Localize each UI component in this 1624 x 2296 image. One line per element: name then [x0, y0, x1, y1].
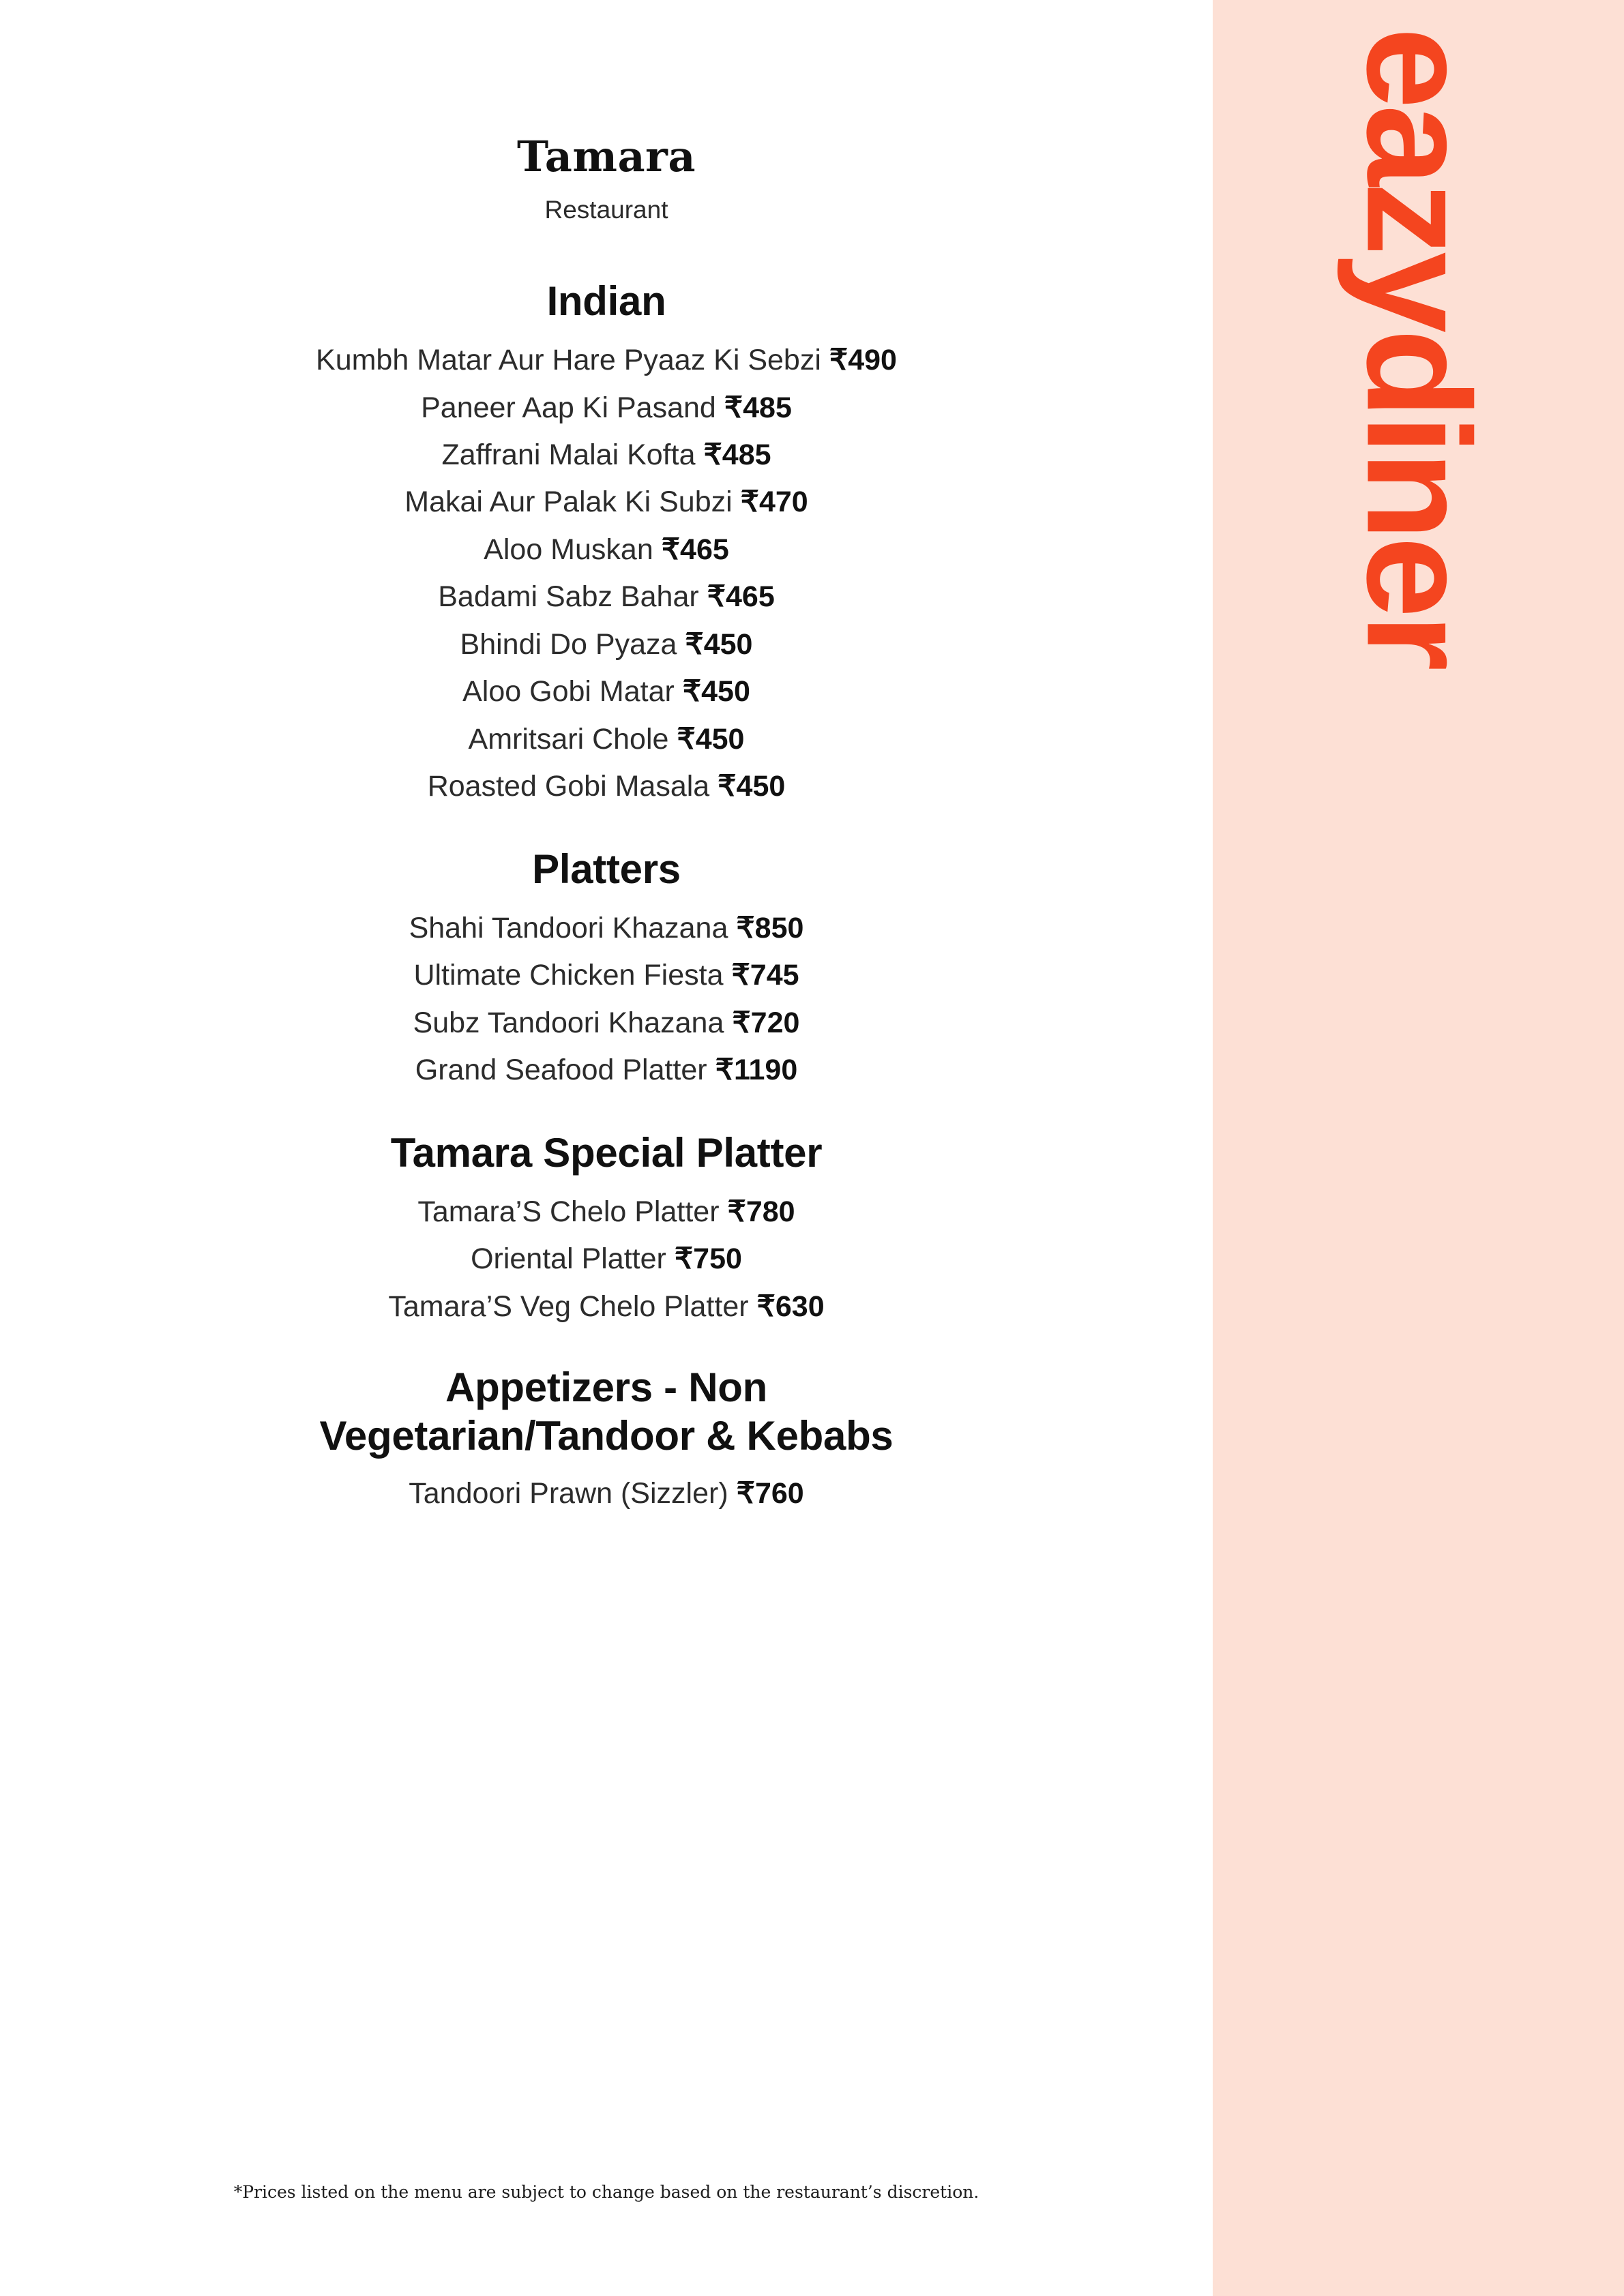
menu-item: [0, 1194, 1213, 1229]
eazydiner-logo: eazydiner: [1336, 27, 1501, 667]
menu-item-price: ₹630: [756, 1289, 825, 1323]
restaurant-name: Tamara: [517, 132, 696, 181]
menu-item: [0, 532, 1213, 567]
menu-item-name: Roasted Gobi Masala: [427, 770, 710, 803]
menu-item-price: ₹850: [736, 911, 804, 944]
menu-item-name: Badami Sabz Bahar: [438, 580, 699, 614]
section-title: Platters: [532, 846, 681, 892]
menu-item-price: ₹745: [731, 959, 799, 992]
menu-sections: [0, 276, 1213, 1511]
menu-item: [0, 1005, 1213, 1041]
menu-item: [0, 579, 1213, 614]
menu-item: [0, 1052, 1213, 1088]
menu-item-name: Aloo Gobi Matar: [462, 675, 675, 709]
section-title-line: Vegetarian/Tandoor & Kebabs: [319, 1412, 894, 1459]
restaurant-subtitle: Restaurant: [544, 196, 668, 224]
menu-item-price: ₹760: [736, 1476, 804, 1510]
menu-section: [0, 844, 1213, 1088]
menu-item-name: Makai Aur Palak Ki Subzi: [404, 486, 733, 519]
section-title: [0, 1364, 1213, 1461]
menu-item-name: Subz Tandoori Khazana: [413, 1006, 724, 1039]
menu-section: [0, 1128, 1213, 1325]
menu-item-name: Zaffrani Malai Kofta: [441, 438, 696, 471]
menu-item: [0, 769, 1213, 804]
menu-item-price: ₹465: [707, 580, 775, 614]
section-title-line: Appetizers - Non: [445, 1365, 767, 1411]
brand-strip: [1213, 0, 1624, 2296]
menu-section: [0, 276, 1213, 805]
menu-item-price: ₹470: [740, 486, 808, 519]
menu-item: [0, 437, 1213, 473]
menu-item: [0, 627, 1213, 662]
menu-item: [0, 1289, 1213, 1324]
menu-item: [0, 342, 1213, 378]
menu-item-price: ₹485: [703, 438, 771, 471]
price-disclaimer: *Prices listed on the menu are subject to change based on the restaurant’s discretion.: [233, 2182, 979, 2202]
menu-item-price: ₹720: [732, 1006, 800, 1039]
menu-item-price: ₹750: [674, 1242, 742, 1276]
menu-item-price: ₹485: [724, 391, 792, 424]
menu-item: [0, 484, 1213, 520]
menu-item-price: ₹450: [718, 770, 786, 803]
menu-item-price: ₹450: [677, 722, 745, 756]
menu-item-name: Tandoori Prawn (Sizzler): [409, 1476, 728, 1510]
menu-item: [0, 674, 1213, 709]
menu-item-price: ₹490: [829, 344, 897, 377]
menu-item-name: Kumbh Matar Aur Hare Pyaaz Ki Sebzi: [316, 344, 821, 377]
menu-item-name: Tamara’S Veg Chelo Platter: [388, 1289, 749, 1323]
menu-item: [0, 1476, 1213, 1511]
menu-item: [0, 910, 1213, 946]
section-title: Indian: [546, 278, 666, 324]
menu-item: [0, 957, 1213, 993]
menu-item-price: ₹780: [727, 1195, 795, 1228]
menu-item-name: Shahi Tandoori Khazana: [409, 911, 728, 944]
menu-item: [0, 390, 1213, 426]
menu-item-name: Oriental Platter: [471, 1242, 666, 1276]
section-title: Tamara Special Platter: [390, 1129, 823, 1176]
menu-item-name: Amritsari Chole: [468, 722, 669, 756]
menu-section: [0, 1364, 1213, 1511]
menu-item-name: Ultimate Chicken Fiesta: [413, 959, 724, 992]
menu-item-name: Tamara’S Chelo Platter: [417, 1195, 720, 1228]
menu-item-name: Paneer Aap Ki Pasand: [421, 391, 716, 424]
menu-item-name: Aloo Muskan: [484, 533, 653, 566]
menu-item-price: ₹1190: [715, 1054, 798, 1087]
menu-item: [0, 721, 1213, 757]
menu-item-name: Grand Seafood Platter: [415, 1054, 707, 1087]
menu-content: [0, 134, 1213, 1523]
menu-item-price: ₹450: [682, 675, 750, 709]
menu-item-name: Bhindi Do Pyaza: [460, 627, 677, 661]
menu-item: [0, 1241, 1213, 1277]
menu-item-price: ₹465: [661, 533, 729, 566]
menu-item-price: ₹450: [685, 627, 753, 661]
